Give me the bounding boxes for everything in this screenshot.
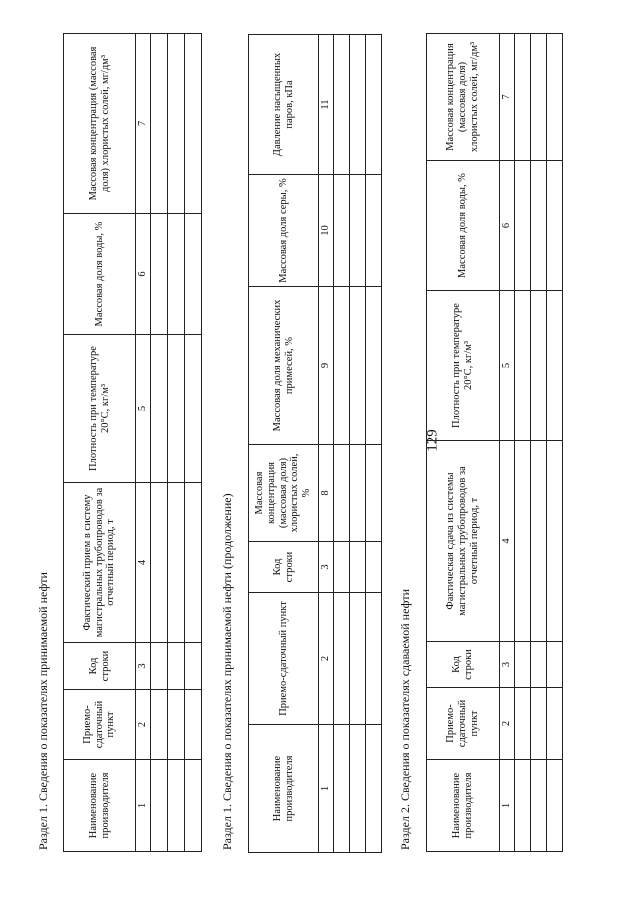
section1-cont-header-cell: Наименование производителя bbox=[249, 725, 319, 853]
empty-cell[interactable] bbox=[515, 642, 531, 688]
empty-cell[interactable] bbox=[168, 214, 185, 335]
empty-cell[interactable] bbox=[168, 335, 185, 483]
section2-header-cell: Массовая доля воды, % bbox=[427, 161, 500, 291]
section2-number-cell: 3 bbox=[500, 642, 515, 688]
empty-cell[interactable] bbox=[334, 445, 350, 542]
empty-cell[interactable] bbox=[334, 287, 350, 445]
empty-cell[interactable] bbox=[531, 642, 547, 688]
empty-cell[interactable] bbox=[185, 690, 202, 760]
table-row bbox=[366, 35, 382, 853]
empty-cell[interactable] bbox=[547, 161, 563, 291]
section1-number-cell: 3 bbox=[136, 643, 151, 690]
page-number: 129 bbox=[424, 429, 441, 452]
section1-header-cell: Плотность при температуре 20°С, кг/м³ bbox=[64, 335, 136, 483]
empty-cell[interactable] bbox=[515, 688, 531, 760]
section1-cont-table-wrap bbox=[248, 34, 382, 853]
section1-number-cell: 2 bbox=[136, 690, 151, 760]
empty-cell[interactable] bbox=[515, 291, 531, 441]
empty-cell[interactable] bbox=[366, 287, 382, 445]
empty-cell[interactable] bbox=[366, 175, 382, 287]
empty-cell[interactable] bbox=[531, 760, 547, 852]
empty-cell[interactable] bbox=[334, 593, 350, 725]
section2-number-cell: 1 bbox=[500, 760, 515, 852]
section1-header-cell: Код строки bbox=[64, 643, 136, 690]
empty-cell[interactable] bbox=[350, 725, 366, 853]
empty-cell[interactable] bbox=[168, 690, 185, 760]
empty-cell[interactable] bbox=[168, 34, 185, 214]
empty-cell[interactable] bbox=[168, 483, 185, 643]
section1-cont-header-cell: Массовая доля механических примесей, % bbox=[249, 287, 319, 445]
section1-table-wrap bbox=[63, 33, 202, 852]
empty-cell[interactable] bbox=[151, 214, 168, 335]
empty-cell[interactable] bbox=[151, 34, 168, 214]
empty-cell[interactable] bbox=[168, 760, 185, 852]
empty-cell[interactable] bbox=[151, 760, 168, 852]
section1-cont-header-cell: Массовая доля серы, % bbox=[249, 175, 319, 287]
section1-cont-caption: Раздел 1. Сведения о показателях принимаемой нефти (продолжение) bbox=[220, 493, 234, 850]
empty-cell[interactable] bbox=[547, 291, 563, 441]
empty-cell[interactable] bbox=[185, 214, 202, 335]
section1-cont-number-cell: 8 bbox=[319, 445, 334, 542]
section1-cont-header-cell: Код строки bbox=[249, 542, 319, 593]
table-row bbox=[350, 35, 366, 853]
empty-cell[interactable] bbox=[531, 441, 547, 642]
empty-cell[interactable] bbox=[350, 542, 366, 593]
empty-cell[interactable] bbox=[334, 35, 350, 175]
empty-cell[interactable] bbox=[185, 760, 202, 852]
empty-cell[interactable] bbox=[151, 643, 168, 690]
empty-cell[interactable] bbox=[151, 483, 168, 643]
empty-cell[interactable] bbox=[151, 335, 168, 483]
section1-header-cell: Массовая концентрация (массовая доля) хлористых солей, мг/дм³ bbox=[64, 34, 136, 214]
section2-header-cell: Код строки bbox=[427, 642, 500, 688]
empty-cell[interactable] bbox=[547, 34, 563, 161]
empty-cell[interactable] bbox=[185, 643, 202, 690]
empty-cell[interactable] bbox=[531, 34, 547, 161]
empty-cell[interactable] bbox=[547, 441, 563, 642]
section1-cont-header-cell: Массовая концентрация (массовая доля) хлористых солей, % bbox=[249, 445, 319, 542]
empty-cell[interactable] bbox=[334, 175, 350, 287]
section2-header-cell: Фактическая сдача из системы магистральных трубопроводов за отчетный период, т bbox=[427, 441, 500, 642]
empty-cell[interactable] bbox=[531, 161, 547, 291]
empty-cell[interactable] bbox=[350, 35, 366, 175]
section1-cont-header-cell: Давление насыщенных паров, кПа bbox=[249, 35, 319, 175]
empty-cell[interactable] bbox=[350, 287, 366, 445]
section2-header-cell: Плотность при температуре 20°С, кг/м³ bbox=[427, 291, 500, 441]
section1-cont-table bbox=[248, 34, 382, 853]
empty-cell[interactable] bbox=[366, 725, 382, 853]
section1-header-cell: Фактический прием в систему магистральных трубопроводов за отчетный период, т bbox=[64, 483, 136, 643]
section1-cont-number-cell: 1 bbox=[319, 725, 334, 853]
section1-cont-number-cell: 2 bbox=[319, 593, 334, 725]
empty-cell[interactable] bbox=[366, 35, 382, 175]
empty-cell[interactable] bbox=[547, 688, 563, 760]
table-row bbox=[547, 34, 563, 852]
section1-cont-number-cell: 10 bbox=[319, 175, 334, 287]
empty-cell[interactable] bbox=[366, 542, 382, 593]
section1-caption: Раздел 1. Сведения о показателях принимаемой нефти bbox=[36, 572, 50, 850]
section1-number-cell: 5 bbox=[136, 335, 151, 483]
table-row bbox=[334, 35, 350, 853]
section1-cont-number-cell: 9 bbox=[319, 287, 334, 445]
table-row bbox=[151, 34, 168, 852]
table-row bbox=[515, 34, 531, 852]
section1-cont-header-cell: Приемо-сдаточный пункт bbox=[249, 593, 319, 725]
empty-cell[interactable] bbox=[547, 760, 563, 852]
empty-cell[interactable] bbox=[515, 760, 531, 852]
empty-cell[interactable] bbox=[366, 593, 382, 725]
empty-cell[interactable] bbox=[515, 34, 531, 161]
section2-number-cell: 6 bbox=[500, 161, 515, 291]
empty-cell[interactable] bbox=[515, 161, 531, 291]
empty-cell[interactable] bbox=[185, 483, 202, 643]
empty-cell[interactable] bbox=[334, 725, 350, 853]
empty-cell[interactable] bbox=[547, 642, 563, 688]
section2-table-wrap bbox=[426, 33, 563, 852]
section1-number-cell: 7 bbox=[136, 34, 151, 214]
section2-header-cell: Приемо-сдаточный пункт bbox=[427, 688, 500, 760]
section1-cont-number-cell: 11 bbox=[319, 35, 334, 175]
section1-cont-number-cell: 3 bbox=[319, 542, 334, 593]
section2-caption: Раздел 2. Сведения о показателях сдаваемой нефти bbox=[398, 588, 412, 850]
section1-number-cell: 1 bbox=[136, 760, 151, 852]
section1-header-cell: Приемо-сдаточный пункт bbox=[64, 690, 136, 760]
section2-table bbox=[426, 33, 563, 852]
empty-cell[interactable] bbox=[366, 445, 382, 542]
empty-cell[interactable] bbox=[168, 643, 185, 690]
table-row bbox=[185, 34, 202, 852]
empty-cell[interactable] bbox=[350, 175, 366, 287]
section1-number-cell: 6 bbox=[136, 214, 151, 335]
empty-cell[interactable] bbox=[151, 690, 168, 760]
section2-number-cell: 4 bbox=[500, 441, 515, 642]
section1-number-cell: 4 bbox=[136, 483, 151, 643]
empty-cell[interactable] bbox=[350, 593, 366, 725]
section2-number-cell: 2 bbox=[500, 688, 515, 760]
empty-cell[interactable] bbox=[531, 291, 547, 441]
section2-header-cell: Наименование производителя bbox=[427, 760, 500, 852]
section1-header-cell: Массовая доля воды, % bbox=[64, 214, 136, 335]
section2-header-cell: Массовая концентрация (массовая доля) хлористых солей, мг/дм³ bbox=[427, 34, 500, 161]
table-row bbox=[168, 34, 185, 852]
section1-table bbox=[63, 33, 202, 852]
empty-cell[interactable] bbox=[350, 445, 366, 542]
empty-cell[interactable] bbox=[185, 335, 202, 483]
section2-number-cell: 5 bbox=[500, 291, 515, 441]
empty-cell[interactable] bbox=[531, 688, 547, 760]
empty-cell[interactable] bbox=[185, 34, 202, 214]
section1-header-cell: Наименование производителя bbox=[64, 760, 136, 852]
section2-number-cell: 7 bbox=[500, 34, 515, 161]
empty-cell[interactable] bbox=[334, 542, 350, 593]
table-row bbox=[531, 34, 547, 852]
empty-cell[interactable] bbox=[515, 441, 531, 642]
